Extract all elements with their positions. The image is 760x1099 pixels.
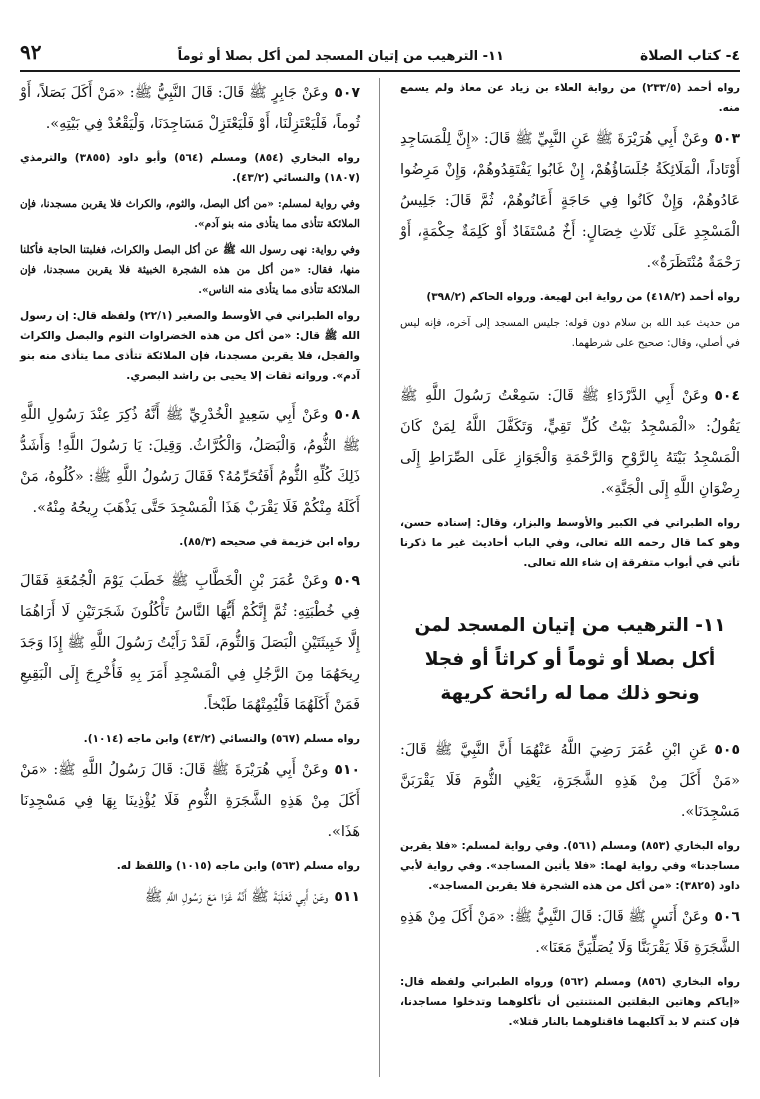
hadith-text: وعَنْ أَبِي ثَعْلَبَةَ ﷺ أَنَّهُ غَزَا مَعَ رَسُولِ اللَّهِ ﷺ xyxy=(144,889,329,905)
left-column xyxy=(20,78,360,921)
hadith-507-variant-1: وفي رواية لمسلم: «من أكل البصل، والثوم، والكراث فلا يقربن مسجدنا، فإن الملائكة تتأذى مما يتأذى منه بنو آدم». xyxy=(20,198,360,230)
column-divider xyxy=(379,78,380,1077)
hadith-509 xyxy=(20,566,360,721)
section-title: ١١- الترهيب من إتيان المسجد لمن أكل بصلا أو ثوماً أو كراثاً أو فجلا ونحو ذلك مما له رائحة كريهة xyxy=(414,615,726,704)
right-column xyxy=(400,78,740,1038)
hadith-508-source: رواه ابن خزيمة في صحيحه (٨٥/٣). xyxy=(179,536,360,548)
page-header xyxy=(20,24,740,72)
top-note: رواه أحمد (٢٣٣/٥) من رواية العلاء بن زياد عن معاذ ولم يسمع منه. xyxy=(400,82,740,114)
hadith-text: وعَنْ أَبِي الدَّرْدَاءِ ﷺ قَالَ: سَمِعْتُ رَسُولَ اللَّهِ ﷺ يَقُولُ: «الْمَسْجِدُ بَيْتُ كُلِّ تَقِيٍّ، وَتَكَفَّلَ اللَّهُ لِمَنْ كَانَ الْمَسْجِدُ بَيْتَهُ بِالرَّوْحِ وَالرَّحْمَةِ وَالْجَوَازِ عَلَى الصِّرَاطِ إِلَى رِضْوَانِ اللَّهِ إِلَى الْجَنَّةِ». xyxy=(400,388,740,497)
page-number: ٩٢ xyxy=(20,40,42,64)
hadith-number: ٥٠٨ xyxy=(334,407,360,423)
hadith-503-source: رواه أحمد (٤١٨/٢) من رواية ابن لهيعة. ورواه الحاكم (٣٩٨/٢) xyxy=(426,291,740,303)
hadith-number: ٥٠٣ xyxy=(714,131,740,147)
hadith-number: ٥٠٩ xyxy=(334,573,360,589)
hadith-505 xyxy=(400,735,740,828)
hadith-text: وعَنْ أَبِي سَعِيدٍ الْخُدْرِيِّ ﷺ أَنَّهُ ذُكِرَ عِنْدَ رَسُولِ اللَّهِ ﷺ الثُّومُ، وَالْبَصَلُ، وَالْكُرَّاثُ. وَقِيلَ: يَا رَسُولَ اللَّهِ! وَأَشَدُّ ذَلِكَ كُلِّهِ الثُّومُ أَفَتُحَرِّمُهُ؟ فَقَالَ رَسُولُ اللَّهِ ﷺ: «كُلُوهُ، مَنْ أَكَلَهُ مِنْكُمْ فَلَا يَقْرَبْ هَذَا الْمَسْجِدَ حَتَّى يَذْهَبَ رِيحُهُ مِنْهُ». xyxy=(20,407,360,516)
hadith-504 xyxy=(400,381,740,505)
hadith-505-source: رواه البخاري (٨٥٣) ومسلم (٥٦١). وفي رواية لمسلم: «فلا يقربن مساجدنا» وفي رواية لهما: «فلا يأتين المساجد». وفي رواية لأبي داود (٣٨٢٥): «من أكل من هذه الشجرة فلا يقربن المساجد». xyxy=(400,840,740,892)
hadith-number: ٥١١ xyxy=(334,889,360,905)
hadith-510 xyxy=(20,755,360,848)
hadith-506-source: رواه البخاري (٨٥٦) ومسلم (٥٦٢) ورواه الطبراني ولفظه قال: «إياكم وهاتين البقلتين المنتنتين أن تأكلوهما وتدخلوا مساجدنا، فإن كنتم لا بد آكليهما فاقتلوهما بالنار قتلا». xyxy=(400,976,740,1028)
hadith-number: ٥٠٥ xyxy=(714,742,740,758)
hadith-503 xyxy=(400,124,740,279)
hadith-text: وعَنْ أَبِي هُرَيْرَةَ ﷺ قَالَ: قَالَ رَسُولُ اللَّهِ ﷺ: «مَنْ أَكَلَ مِنْ هَذِهِ الشَّجَرَةِ الثُّومِ فَلَا يُؤْذِينَا بِهَا فِي مَسْجِدِنَا هَذَا». xyxy=(20,762,360,840)
hadith-507 xyxy=(20,78,360,140)
hadith-text: وعَنْ عُمَرَ بْنِ الْخَطَّابِ ﷺ خَطَبَ يَوْمَ الْجُمُعَةِ فَقَالَ فِي خُطْبَتِهِ: ثُمَّ إِنَّكُمْ أَيُّهَا النَّاسُ تَأْكُلُونَ شَجَرَتَيْنِ لَا أَرَاهُمَا إِلَّا خَبِيثَتَيْنِ الْبَصَلَ وَالثُّومَ، لَقَدْ رَأَيْتُ رَسُولَ اللَّهِ ﷺ إِذَا وَجَدَ رِيحَهُمَا مِنَ الرَّجُلِ فِي الْمَسْجِدِ أَمَرَ بِهِ فَأُخْرِجَ إِلَى الْبَقِيعِ فَمَنْ أَكَلَهُمَا فَلْيُمِتْهُمَا طَبْخاً. xyxy=(20,573,360,713)
hadith-number: ٥٠٤ xyxy=(714,388,740,404)
hadith-510-source: رواه مسلم (٥٦٣) وابن ماجه (١٠١٥) واللفظ له. xyxy=(116,860,360,872)
hadith-text: وعَنْ أَبِي هُرَيْرَةَ ﷺ عَنِ النَّبِيِّ ﷺ قَالَ: «إِنَّ لِلْمَسَاجِدِ أَوْتَاداً، الْمَلَائِكَةُ جُلَسَاؤُهُمْ، إِنْ غَابُوا يَفْتَقِدُوهُمْ، وَإِنْ مَرِضُوا عَادُوهُمْ، وَإِنْ كَانُوا فِي حَاجَةٍ أَعَانُوهُمْ، ثُمَّ قَالَ: جَلِيسُ الْمَسْجِدِ عَلَى ثَلَاثِ خِصَالٍ: أَخٌ مُسْتَفَادٌ أَوْ كَلِمَةٌ حِكْمَةٍ، أَوْ رَحْمَةٌ مُنْتَظَرَةٌ». xyxy=(400,131,740,271)
hadith-503-comment: من حديث عبد الله بن سلام دون قوله: جليس المسجد إلى آخره، فإنه ليس في أصلي، وقال: صحيح على شرطهما. xyxy=(400,317,740,349)
hadith-507-variant-2: وفي رواية: نهى رسول الله ﷺ عن أكل البصل والكراث، فغلبتنا الحاجة فأكلنا منها، فقال: «من أكل من هذه الشجرة الخبيثة فلا يقربن مسجدنا، فإن الملائكة تتأذى مما يتأذى منه الناس». xyxy=(20,244,360,296)
hadith-number: ٥٠٧ xyxy=(334,85,360,101)
hadith-506 xyxy=(400,902,740,964)
hadith-number: ٥١٠ xyxy=(334,762,360,778)
hadith-text: وعَنْ جَابِرٍ ﷺ قَالَ: قَالَ النَّبِيُّ ﷺ: «مَنْ أَكَلَ بَصَلاً، أَوْ ثُوماً، فَلْيَعْتَزِلْنَا، أَوْ فَلْيَعْتَزِلْ مَسَاجِدَنَا، وَلْيَقْعُدْ فِي بَيْتِهِ». xyxy=(20,85,360,132)
chapter-title: ٤- كتاب الصلاة xyxy=(639,48,740,64)
hadith-509-source: رواه مسلم (٥٦٧) والنسائي (٤٣/٢) وابن ماجه (١٠١٤). xyxy=(83,733,360,745)
hadith-text: وعَنْ أَنَسٍ ﷺ قَالَ: قَالَ النَّبِيُّ ﷺ: «مَنْ أَكَلَ مِنْ هَذِهِ الشَّجَرَةِ فَلَا يَقْرَبَنَّا وَلَا يُصَلِّيَنَّ مَعَنَا». xyxy=(400,909,740,956)
hadith-508 xyxy=(20,400,360,524)
hadith-507-variant-3: رواه الطبراني في الأوسط والصغير (٢٢/١) ولفظه قال: إن رسول الله ﷺ قال: «من أكل من هذه الخضراوات الثوم والبصل والكراث والفجل، فلا يقربن مسجدنا، فإن الملائكة تتأذى مما يتأذى منه بنو آدم». ورواته ثقات إلا يحيى بن راشد البصري. xyxy=(20,310,360,382)
hadith-text: عَنِ ابْنِ عُمَرَ رَضِيَ اللَّهُ عَنْهُمَا أَنَّ النَّبِيَّ ﷺ قَالَ: «مَنْ أَكَلَ مِنْ هَذِهِ الشَّجَرَةِ، يَعْنِي الثُّومَ فَلَا يَقْرَبَنَّ مَسْجِدَنَا». xyxy=(400,742,740,820)
running-section-title: ١١- الترهيب من إتيان المسجد لمن أكل بصلا أو ثوماً xyxy=(177,49,504,64)
hadith-number: ٥٠٦ xyxy=(714,909,740,925)
hadith-507-source: رواه البخاري (٨٥٤) ومسلم (٥٦٤) وأبو داود (٣٨٥٥) والترمذي (١٨٠٧) والنسائي (٤٣/٢). xyxy=(20,152,360,184)
hadith-511 xyxy=(20,882,360,913)
hadith-504-source: رواه الطبراني في الكبير والأوسط والبزار، وقال: إسناده حسن، وهو كما قال رحمه الله تعالى، وفي الباب أحاديث غير ما ذكرنا تأتي في أبواب متفرقة إن شاء الله تعالى. xyxy=(400,517,740,569)
